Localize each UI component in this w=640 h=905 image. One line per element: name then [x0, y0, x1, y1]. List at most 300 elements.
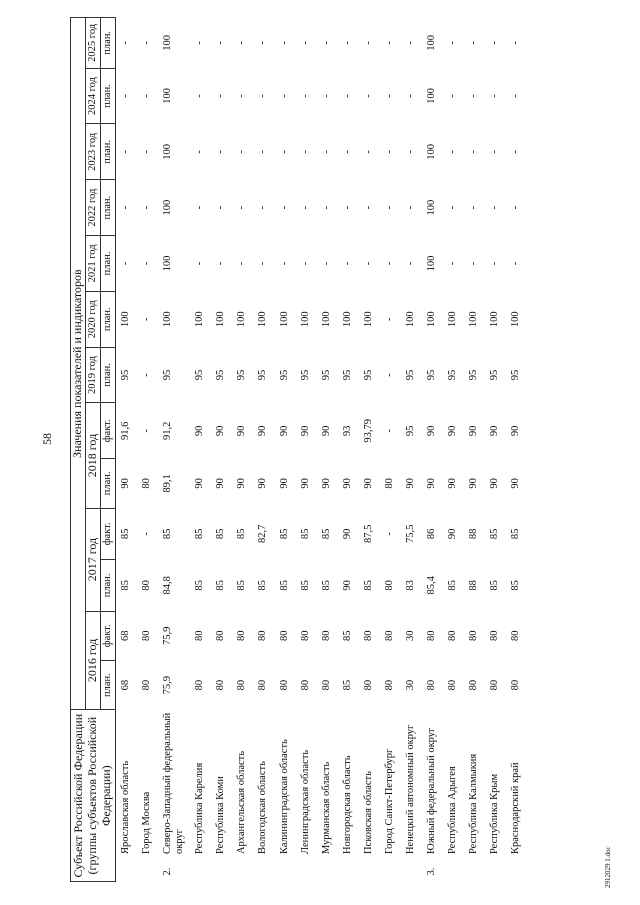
- value-cell: -: [468, 94, 480, 98]
- value-cell: -: [215, 41, 227, 45]
- value-cell: -: [489, 205, 501, 210]
- value-cell: 85: [278, 528, 290, 540]
- value-cell: -: [447, 94, 458, 98]
- value-cell: -: [383, 373, 395, 377]
- value-cell: 100: [447, 311, 458, 328]
- value-cell: -: [299, 205, 311, 210]
- value-cell: 95: [320, 369, 332, 381]
- value-cell: 100: [162, 255, 174, 272]
- value-cell: 85: [120, 528, 131, 540]
- indicators-table: [70, 17, 527, 882]
- value-cell: 85: [299, 528, 311, 540]
- value-cell: 90: [194, 425, 206, 437]
- value-cell: -: [383, 41, 395, 45]
- table-row: [401, 18, 422, 882]
- value-cell: 75,9: [162, 626, 174, 645]
- value-cell: -: [362, 150, 374, 154]
- value-cell: 95: [489, 369, 501, 381]
- subject-name: Ярославская область: [120, 760, 131, 855]
- value-cell: -: [362, 41, 374, 45]
- value-cell: -: [278, 94, 290, 98]
- row-number: [443, 860, 464, 881]
- value-cell: 90: [447, 478, 458, 489]
- value-cell: -: [215, 205, 227, 210]
- value-cell: 93: [341, 425, 353, 437]
- value-cell: -: [120, 41, 131, 45]
- subject-name: Псковская область: [362, 771, 374, 855]
- value-cell: 87,5: [362, 524, 374, 544]
- value-cell: 90: [510, 478, 522, 489]
- value-cell: 95: [194, 369, 206, 381]
- value-cell: 85: [341, 630, 353, 642]
- document-id: 2912029 1.doc: [604, 846, 612, 888]
- value-cell: 100: [404, 311, 416, 328]
- value-cell: 80: [489, 630, 501, 642]
- value-cell: 95: [404, 369, 416, 381]
- subject-name: Республика Калмыкия: [468, 753, 480, 855]
- value-cell: 80: [362, 630, 374, 642]
- table-row: [190, 18, 211, 882]
- value-cell: 80: [215, 630, 227, 642]
- value-cell: 90: [404, 478, 416, 489]
- value-cell: 90: [299, 478, 311, 489]
- row-number: [137, 860, 158, 881]
- value-cell: 88: [468, 580, 480, 591]
- value-cell: 80: [383, 630, 395, 642]
- value-cell: 85: [215, 528, 227, 540]
- value-cell: -: [236, 205, 248, 210]
- table-row: [137, 18, 158, 882]
- value-cell: 85: [257, 580, 269, 591]
- row-number: 2.: [162, 867, 174, 876]
- year-2023-header: 2023 год: [86, 124, 101, 180]
- value-cell: 75,5: [404, 524, 416, 544]
- value-cell: 85: [299, 580, 311, 591]
- value-cell: 95: [362, 369, 374, 381]
- table-header: [71, 18, 116, 882]
- row-number: [296, 860, 317, 881]
- value-cell: -: [120, 94, 131, 98]
- value-cell: 30: [404, 679, 416, 691]
- value-cell: 90: [215, 425, 227, 437]
- value-cell: 90: [341, 478, 353, 489]
- indicators-header: Значения показателей и индикаторов: [71, 18, 86, 710]
- value-cell: 85: [278, 580, 290, 591]
- fact-header: факт.: [101, 611, 116, 660]
- value-cell: -: [383, 205, 395, 210]
- value-cell: 100: [194, 311, 206, 328]
- value-cell: 80: [447, 630, 458, 642]
- value-cell: 85: [162, 528, 174, 540]
- value-cell: 80: [383, 580, 395, 591]
- value-cell: 90: [489, 425, 501, 437]
- value-cell: 95: [120, 369, 131, 381]
- table-row: [158, 18, 190, 882]
- plan-header: план.: [101, 68, 116, 124]
- value-cell: -: [320, 150, 332, 154]
- value-cell: 91,6: [120, 421, 131, 441]
- table-row: [275, 18, 296, 882]
- row-number: 3.: [425, 867, 437, 876]
- value-cell: 68: [120, 630, 131, 642]
- value-cell: -: [278, 41, 290, 45]
- value-cell: -: [489, 150, 501, 154]
- value-cell: -: [383, 532, 395, 536]
- year-2017-header: 2017 год: [86, 508, 101, 611]
- value-cell: 90: [194, 478, 206, 489]
- value-cell: 80: [383, 478, 395, 489]
- value-cell: 30: [404, 630, 416, 642]
- value-cell: -: [404, 261, 416, 266]
- value-cell: 75,9: [162, 675, 174, 695]
- table-row: [443, 18, 464, 882]
- value-cell: 85: [120, 580, 131, 591]
- year-2016-header: 2016 год: [86, 611, 101, 710]
- value-cell: 85: [341, 679, 353, 691]
- value-cell: 90: [299, 425, 311, 437]
- table-row: [506, 18, 527, 882]
- table-row: [380, 18, 401, 882]
- value-cell: -: [341, 205, 353, 210]
- value-cell: -: [362, 94, 374, 98]
- value-cell: 85: [194, 580, 206, 591]
- value-cell: 80: [194, 679, 206, 691]
- subject-name: Республика Карелия: [194, 762, 206, 855]
- plan-header: план.: [101, 124, 116, 180]
- table-row: [338, 18, 359, 882]
- subject-name: Республика Крым: [489, 773, 501, 855]
- value-cell: -: [299, 261, 311, 266]
- value-cell: 90: [120, 478, 131, 489]
- value-cell: 95: [236, 369, 248, 381]
- value-cell: -: [341, 150, 353, 154]
- plan-header: план.: [101, 291, 116, 347]
- value-cell: -: [383, 429, 395, 433]
- value-cell: -: [320, 94, 332, 98]
- value-cell: -: [468, 41, 480, 45]
- value-cell: -: [278, 150, 290, 154]
- value-cell: 80: [141, 478, 153, 489]
- value-cell: 80: [468, 630, 480, 642]
- value-cell: -: [299, 94, 311, 98]
- value-cell: 80: [320, 630, 332, 642]
- plan-header: план.: [101, 660, 116, 709]
- table-row: [232, 18, 253, 882]
- value-cell: 100: [257, 311, 269, 328]
- table-row: [253, 18, 274, 882]
- value-cell: 80: [141, 679, 153, 691]
- year-2021-header: 2021 год: [86, 236, 101, 292]
- plan-header: план.: [101, 180, 116, 236]
- value-cell: 90: [320, 478, 332, 489]
- value-cell: 100: [425, 88, 437, 104]
- value-cell: -: [383, 150, 395, 154]
- value-cell: 80: [425, 679, 437, 691]
- value-cell: -: [194, 205, 206, 210]
- value-cell: -: [257, 41, 269, 45]
- table-row: [485, 18, 506, 882]
- value-cell: 90: [341, 528, 353, 540]
- row-number: [232, 860, 253, 881]
- value-cell: 91,2: [162, 421, 174, 441]
- value-cell: -: [141, 41, 153, 45]
- value-cell: 80: [278, 679, 290, 691]
- value-cell: 100: [162, 199, 174, 216]
- value-cell: -: [489, 261, 501, 266]
- value-cell: -: [362, 261, 374, 266]
- subject-name: Калининградская область: [278, 739, 290, 855]
- rotated-table-container: [70, 17, 580, 882]
- subject-name: Ленинградская область: [299, 749, 311, 855]
- value-cell: -: [257, 150, 269, 154]
- value-cell: 85: [489, 580, 501, 591]
- value-cell: 95: [162, 369, 174, 381]
- value-cell: 100: [341, 311, 353, 328]
- value-cell: 90: [278, 425, 290, 437]
- value-cell: 80: [320, 679, 332, 691]
- value-cell: -: [278, 205, 290, 210]
- plan-header: план.: [101, 236, 116, 292]
- year-2025-header: 2025 год: [86, 18, 101, 69]
- value-cell: 95: [404, 425, 416, 437]
- value-cell: 85: [489, 528, 501, 540]
- value-cell: -: [194, 150, 206, 154]
- value-cell: -: [120, 205, 131, 210]
- value-cell: 85,4: [425, 576, 437, 595]
- value-cell: 100: [215, 311, 227, 328]
- table-row: [422, 18, 443, 882]
- value-cell: -: [236, 261, 248, 266]
- value-cell: 100: [162, 311, 174, 328]
- value-cell: -: [299, 41, 311, 45]
- year-2018-header: 2018 год: [86, 403, 101, 508]
- value-cell: 95: [425, 369, 437, 381]
- value-cell: -: [194, 41, 206, 45]
- value-cell: 95: [278, 369, 290, 381]
- value-cell: 90: [320, 425, 332, 437]
- value-cell: 85: [362, 580, 374, 591]
- value-cell: -: [278, 261, 290, 266]
- value-cell: 100: [468, 311, 480, 328]
- value-cell: 100: [236, 311, 248, 328]
- page-number: 58: [40, 433, 54, 445]
- value-cell: -: [257, 94, 269, 98]
- value-cell: -: [236, 150, 248, 154]
- value-cell: 100: [120, 311, 131, 328]
- table-row: [464, 18, 485, 882]
- value-cell: -: [236, 94, 248, 98]
- value-cell: 89,1: [162, 474, 174, 493]
- value-cell: -: [510, 41, 522, 45]
- table-row: [116, 18, 138, 882]
- value-cell: 85: [510, 528, 522, 540]
- value-cell: -: [404, 205, 416, 210]
- value-cell: 80: [362, 679, 374, 691]
- value-cell: -: [257, 261, 269, 266]
- value-cell: -: [489, 94, 501, 98]
- subject-name: Город Санкт-Петербург: [383, 748, 395, 855]
- value-cell: -: [194, 94, 206, 98]
- value-cell: 90: [510, 425, 522, 437]
- value-cell: 80: [510, 679, 522, 691]
- value-cell: 90: [278, 478, 290, 489]
- value-cell: -: [141, 205, 153, 210]
- value-cell: 95: [468, 369, 480, 381]
- year-2024-header: 2024 год: [86, 68, 101, 124]
- subject-name: Архангельская область: [236, 750, 248, 855]
- value-cell: -: [299, 150, 311, 154]
- value-cell: -: [141, 150, 153, 154]
- value-cell: -: [257, 205, 269, 210]
- value-cell: -: [141, 317, 153, 321]
- value-cell: 90: [468, 478, 480, 489]
- subject-name: Вологодская область: [257, 761, 269, 855]
- value-cell: 100: [425, 199, 437, 216]
- value-cell: -: [383, 317, 395, 321]
- value-cell: -: [510, 261, 522, 266]
- value-cell: -: [510, 205, 522, 210]
- subject-name: Краснодарский край: [510, 762, 522, 855]
- value-cell: -: [404, 41, 416, 45]
- value-cell: 90: [468, 425, 480, 437]
- value-cell: 100: [162, 143, 174, 160]
- value-cell: -: [320, 261, 332, 266]
- value-cell: -: [383, 94, 395, 98]
- value-cell: 100: [425, 143, 437, 160]
- value-cell: 90: [489, 478, 501, 489]
- value-cell: -: [510, 94, 522, 98]
- value-cell: 85: [320, 580, 332, 591]
- value-cell: 100: [162, 88, 174, 104]
- value-cell: 85: [236, 528, 248, 540]
- value-cell: 95: [257, 369, 269, 381]
- subject-name: Северо-Западный федеральный округ: [162, 712, 186, 855]
- value-cell: -: [404, 150, 416, 154]
- value-cell: 85: [236, 580, 248, 591]
- value-cell: -: [383, 261, 395, 266]
- value-cell: 90: [341, 580, 353, 591]
- row-number: [275, 860, 296, 881]
- row-number: [485, 860, 506, 881]
- value-cell: -: [320, 41, 332, 45]
- value-cell: -: [320, 205, 332, 210]
- year-2020-header: 2020 год: [86, 291, 101, 347]
- value-cell: -: [194, 261, 206, 266]
- value-cell: 100: [362, 311, 374, 328]
- year-2019-header: 2019 год: [86, 347, 101, 403]
- value-cell: -: [236, 41, 248, 45]
- value-cell: 100: [489, 311, 501, 328]
- plan-header: план.: [101, 347, 116, 403]
- row-number: [506, 860, 527, 881]
- fact-header: факт.: [101, 403, 116, 459]
- value-cell: -: [468, 261, 480, 266]
- value-cell: 80: [468, 679, 480, 691]
- value-cell: 80: [215, 679, 227, 691]
- value-cell: 100: [425, 311, 437, 328]
- value-cell: 95: [341, 369, 353, 381]
- value-cell: 80: [236, 630, 248, 642]
- value-cell: -: [215, 94, 227, 98]
- value-cell: 100: [299, 311, 311, 328]
- subject-name: Новгородская область: [341, 755, 353, 855]
- value-cell: 68: [120, 679, 131, 691]
- value-cell: 100: [320, 311, 332, 328]
- value-cell: 100: [510, 311, 522, 328]
- value-cell: 90: [447, 425, 458, 437]
- value-cell: -: [447, 41, 458, 45]
- value-cell: 93,79: [362, 419, 374, 443]
- value-cell: 95: [299, 369, 311, 381]
- value-cell: 80: [510, 630, 522, 642]
- value-cell: 80: [141, 580, 153, 591]
- value-cell: -: [447, 205, 458, 210]
- plan-header: план.: [101, 18, 116, 69]
- value-cell: -: [341, 41, 353, 45]
- value-cell: -: [141, 261, 153, 266]
- value-cell: 90: [236, 425, 248, 437]
- value-cell: 90: [236, 478, 248, 489]
- value-cell: -: [215, 150, 227, 154]
- value-cell: -: [120, 150, 131, 154]
- row-number: [211, 860, 232, 881]
- value-cell: 80: [141, 630, 153, 642]
- value-cell: 95: [510, 369, 522, 381]
- value-cell: 90: [447, 528, 458, 540]
- table-body: [116, 18, 528, 882]
- value-cell: 100: [278, 311, 290, 328]
- value-cell: -: [341, 94, 353, 98]
- value-cell: 80: [383, 679, 395, 691]
- value-cell: -: [362, 205, 374, 210]
- value-cell: 80: [299, 679, 311, 691]
- value-cell: 80: [257, 679, 269, 691]
- subject-name: Город Москва: [141, 791, 153, 855]
- row-number: [401, 860, 422, 881]
- value-cell: -: [404, 94, 416, 98]
- value-cell: 84,8: [162, 576, 174, 595]
- value-cell: 90: [215, 478, 227, 489]
- value-cell: -: [141, 429, 153, 433]
- row-number: [464, 860, 485, 881]
- value-cell: 100: [162, 34, 174, 51]
- value-cell: -: [447, 150, 458, 154]
- value-cell: -: [215, 261, 227, 266]
- value-cell: 82,7: [257, 524, 269, 544]
- year-2022-header: 2022 год: [86, 180, 101, 236]
- value-cell: -: [120, 261, 131, 266]
- value-cell: 80: [236, 679, 248, 691]
- subject-name: Ненецкий автономный округ: [404, 724, 416, 855]
- value-cell: 100: [425, 34, 437, 51]
- value-cell: 95: [447, 369, 458, 381]
- value-cell: 80: [425, 630, 437, 642]
- value-cell: -: [141, 94, 153, 98]
- value-cell: -: [141, 532, 153, 536]
- row-number: [190, 860, 211, 881]
- row-number: [116, 860, 138, 881]
- value-cell: 86: [425, 528, 437, 540]
- value-cell: 95: [215, 369, 227, 381]
- value-cell: 85: [510, 580, 522, 591]
- value-cell: 80: [257, 630, 269, 642]
- table-row: [296, 18, 317, 882]
- value-cell: -: [141, 373, 153, 377]
- value-cell: 90: [425, 425, 437, 437]
- value-cell: -: [489, 41, 501, 45]
- value-cell: 83: [404, 580, 416, 591]
- value-cell: 85: [194, 528, 206, 540]
